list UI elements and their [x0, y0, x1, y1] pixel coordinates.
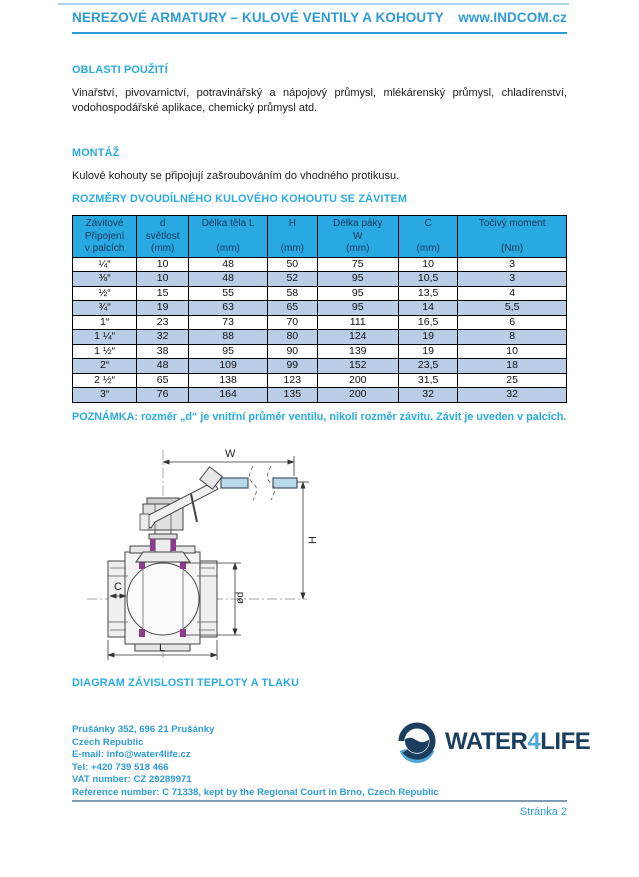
table-cell: 135	[268, 388, 317, 403]
header-title: NEREZOVÉ ARMATURY – KULOVÉ VENTILY A KOHOUTY	[72, 10, 444, 25]
table-cell: 95	[317, 272, 399, 287]
stem-seal-left	[150, 539, 155, 551]
table-cell: 4	[458, 286, 567, 301]
column-header: H (mm)	[268, 216, 317, 258]
montaz-body: Kulové kohouty se připojují zašroubováním do vhodného protikusu.	[72, 170, 400, 182]
table-cell: 3	[458, 257, 567, 272]
table-cell: 10	[399, 257, 458, 272]
table-cell: 25	[458, 373, 567, 388]
table-cell: 139	[317, 344, 399, 359]
water4life-logo	[396, 721, 590, 763]
table-row	[73, 272, 567, 287]
table-row	[73, 286, 567, 301]
table-cell: 52	[268, 272, 317, 287]
section-heading-oblasti: OBLASTI POUŽITÍ	[72, 64, 168, 76]
table-cell: 23,5	[399, 359, 458, 374]
column-header: Délka těla L (mm)	[189, 216, 268, 258]
table-cell: 1 ½“	[73, 344, 137, 359]
table-row	[73, 301, 567, 316]
valve-technical-drawing	[85, 442, 425, 666]
table-cell: 95	[189, 344, 268, 359]
table-cell: 32	[399, 388, 458, 403]
table-cell: 5,5	[458, 301, 567, 316]
table-cell: 18	[458, 359, 567, 374]
table-cell: 15	[137, 286, 189, 301]
footer-line: Czech Republic	[72, 736, 144, 748]
table-row	[73, 257, 567, 272]
table-cell: 75	[317, 257, 399, 272]
table-cell: ¾“	[73, 301, 137, 316]
table-cell: 13,5	[399, 286, 458, 301]
table-cell: 138	[189, 373, 268, 388]
footer-line: Prušánky 352, 696 21 Prušánky	[72, 724, 215, 735]
table-cell: 38	[137, 344, 189, 359]
table-cell: 23	[137, 315, 189, 330]
table-cell: 152	[317, 359, 399, 374]
dimensions-table-wrap	[72, 215, 567, 403]
water4life-logo-text	[445, 728, 590, 756]
table-cell: 80	[268, 330, 317, 345]
table-cell: 32	[137, 330, 189, 345]
table-cell: 32	[458, 388, 567, 403]
table-cell: 88	[189, 330, 268, 345]
footer-line: VAT number: CZ 29289971	[72, 774, 192, 786]
table-cell: ⅜“	[73, 272, 137, 287]
table-cell: 3“	[73, 388, 137, 403]
table-cell: 1 ¼“	[73, 330, 137, 345]
table-note: POZNÁMKA: rozměr „d“ je vnitřní průměr ventilu, nikoli rozměr závitu. Závit je uveden v palcích.	[72, 411, 567, 423]
table-cell: 10	[458, 344, 567, 359]
column-header: Závitové Připojení v palcích	[73, 216, 137, 258]
table-cell: 99	[268, 359, 317, 374]
table-cell: 16,5	[399, 315, 458, 330]
table-cell: 65	[268, 301, 317, 316]
page-number: Stránka 2	[519, 806, 567, 818]
ball	[127, 563, 199, 635]
table-cell: 1“	[73, 315, 137, 330]
footer-rule	[72, 800, 567, 802]
dimension-d-label: ød	[234, 591, 246, 604]
table-cell: 65	[137, 373, 189, 388]
table-row	[73, 359, 567, 374]
header-rule	[72, 32, 567, 34]
page-header	[72, 10, 567, 25]
logo-digit-4: 4	[527, 728, 541, 755]
table-cell: 3	[458, 272, 567, 287]
table-cell: 8	[458, 330, 567, 345]
table-cell: 70	[268, 315, 317, 330]
column-header: Délka páky W (mm)	[317, 216, 399, 258]
dimensions-table	[72, 215, 567, 403]
table-cell: 200	[317, 373, 399, 388]
table-cell: 2“	[73, 359, 137, 374]
section-heading-montaz: MONTÁŽ	[72, 147, 120, 159]
table-cell: 6	[458, 315, 567, 330]
section-heading-rozmery: ROZMĚRY DVOUDÍLNÉHO KULOVÉHO KOHOUTU SE ZÁVITEM	[72, 193, 408, 205]
dimension-w-label: W	[225, 448, 236, 460]
column-header: C (mm)	[399, 216, 458, 258]
table-cell: 2 ½“	[73, 373, 137, 388]
oblasti-body: Vinařství, pivovarnictví, potravinářský a nápojový průmysl, mlékárenský průmysl, chladírenství, vodohospodářské aplikace, chemický průmysl atd.	[72, 87, 567, 114]
column-header: Točivý moment (Nm)	[458, 216, 567, 258]
section-heading-diagram: DIAGRAM ZÁVISLOSTI TEPLOTY A TLAKU	[72, 677, 300, 689]
table-cell: 95	[317, 286, 399, 301]
logo-word-water: WATER	[445, 728, 528, 755]
table-cell: 63	[189, 301, 268, 316]
table-cell: 14	[399, 301, 458, 316]
table-cell: 164	[189, 388, 268, 403]
table-cell: 19	[137, 301, 189, 316]
table-cell: 109	[189, 359, 268, 374]
table-row	[73, 388, 567, 403]
water4life-logo-icon	[396, 721, 438, 763]
table-cell: 76	[137, 388, 189, 403]
table-cell: 19	[399, 330, 458, 345]
table-cell: 55	[189, 286, 268, 301]
table-cell: ¼“	[73, 257, 137, 272]
table-cell: 10	[137, 257, 189, 272]
table-cell: 48	[189, 272, 268, 287]
footer-line: Tel: +420 739 518 466	[72, 761, 169, 773]
table-cell: 95	[317, 301, 399, 316]
footer-line: E-mail: info@water4life.cz	[72, 749, 191, 761]
footer-address-block	[72, 724, 439, 800]
table-cell: 19	[399, 344, 458, 359]
stem-seal-right	[171, 539, 176, 551]
table-row	[73, 315, 567, 330]
table-cell: 10	[137, 272, 189, 287]
dimension-c-label: C	[114, 581, 122, 593]
table-row	[73, 344, 567, 359]
table-cell: 58	[268, 286, 317, 301]
dimension-h-label: H	[307, 536, 319, 544]
table-cell: 48	[137, 359, 189, 374]
table-cell: 200	[317, 388, 399, 403]
header-url-link[interactable]: www.INDCOM.cz	[458, 10, 567, 25]
top-divider	[58, 3, 569, 5]
table-cell: 10,5	[399, 272, 458, 287]
table-cell: 124	[317, 330, 399, 345]
logo-word-life: LIFE	[540, 728, 591, 755]
table-cell: 73	[189, 315, 268, 330]
dimension-l-label: L	[159, 642, 166, 654]
table-cell: ½“	[73, 286, 137, 301]
handle-grip-tube	[221, 466, 297, 500]
table-cell: 31,5	[399, 373, 458, 388]
table-row	[73, 330, 567, 345]
table-row	[73, 373, 567, 388]
footer-line: Reference number: C 71338, kept by the Regional Court in Brno, Czech Republic	[72, 786, 439, 798]
table-cell: 50	[268, 257, 317, 272]
table-cell: 48	[189, 257, 268, 272]
table-cell: 90	[268, 344, 317, 359]
table-cell: 123	[268, 373, 317, 388]
table-cell: 111	[317, 315, 399, 330]
column-header: d světlost (mm)	[137, 216, 189, 258]
